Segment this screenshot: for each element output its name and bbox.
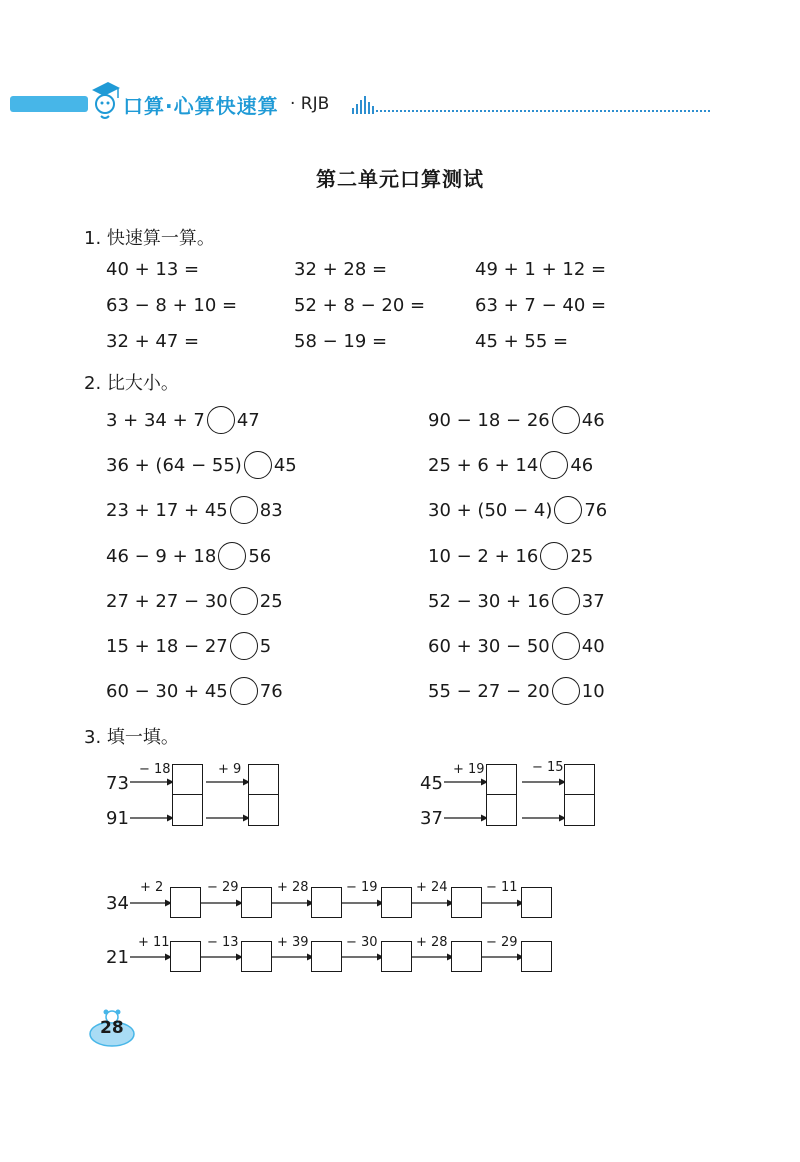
arrow-icon bbox=[130, 812, 174, 822]
chain-1-op-6: − 11 bbox=[486, 880, 518, 895]
header-edition: · RJB bbox=[290, 94, 330, 114]
compare-expr: 15 + 18 − 27 bbox=[106, 635, 228, 657]
compare-expr: 27 + 27 − 30 bbox=[106, 590, 228, 612]
compare-right-4 bbox=[428, 541, 593, 571]
answer-box[interactable] bbox=[564, 764, 595, 796]
compare-value: 25 bbox=[570, 545, 594, 567]
compare-circle[interactable] bbox=[218, 542, 246, 570]
problem-1: 40 + 13 = bbox=[106, 259, 200, 280]
arrow-icon bbox=[522, 776, 566, 786]
arrow-icon bbox=[201, 951, 243, 961]
arrow-icon bbox=[130, 951, 172, 961]
answer-box[interactable] bbox=[381, 941, 412, 972]
answer-box[interactable] bbox=[311, 887, 342, 918]
compare-expr: 23 + 17 + 45 bbox=[106, 499, 228, 521]
chain-1-op-4: − 19 bbox=[346, 880, 378, 895]
grid-a-op-1: − 18 bbox=[139, 762, 171, 777]
arrow-icon bbox=[206, 812, 250, 822]
compare-left-2 bbox=[106, 450, 297, 480]
chain-1-op-2: − 29 bbox=[207, 880, 239, 895]
compare-value: 25 bbox=[259, 590, 283, 612]
problem-2: 32 + 28 = bbox=[294, 259, 388, 280]
mascot-logo-icon bbox=[88, 80, 122, 120]
page-title: 第二单元口算测试 bbox=[316, 167, 484, 191]
compare-left-1 bbox=[106, 405, 260, 435]
compare-value: 40 bbox=[581, 635, 605, 657]
chain-2-op-3: + 39 bbox=[277, 935, 309, 950]
compare-value: 83 bbox=[259, 499, 283, 521]
compare-value: 37 bbox=[581, 590, 605, 612]
arrow-icon bbox=[272, 951, 314, 961]
problem-3: 49 + 1 + 12 = bbox=[475, 259, 607, 280]
compare-expr: 25 + 6 + 14 bbox=[428, 454, 539, 476]
compare-value: 47 bbox=[236, 409, 260, 431]
compare-expr: 36 + (64 − 55) bbox=[106, 454, 242, 476]
answer-box[interactable] bbox=[521, 941, 552, 972]
compare-left-4 bbox=[106, 541, 271, 571]
arrow-icon bbox=[444, 812, 488, 822]
compare-right-7 bbox=[428, 676, 605, 706]
compare-value: 10 bbox=[581, 680, 605, 702]
arrow-icon bbox=[342, 897, 384, 907]
arrow-icon bbox=[342, 951, 384, 961]
compare-expr: 55 − 27 − 20 bbox=[428, 680, 550, 702]
compare-circle[interactable] bbox=[552, 677, 580, 705]
answer-box[interactable] bbox=[241, 887, 272, 918]
chain-1-op-5: + 24 bbox=[416, 880, 448, 895]
compare-right-3 bbox=[428, 495, 607, 525]
compare-circle[interactable] bbox=[554, 496, 582, 524]
compare-expr: 90 − 18 − 26 bbox=[428, 409, 550, 431]
answer-box[interactable] bbox=[381, 887, 412, 918]
compare-circle[interactable] bbox=[540, 542, 568, 570]
problem-8: 58 − 19 = bbox=[294, 331, 388, 352]
compare-circle[interactable] bbox=[552, 406, 580, 434]
header-equalizer-icon bbox=[352, 96, 374, 114]
header-dotted-line bbox=[372, 110, 710, 112]
compare-left-7 bbox=[106, 676, 283, 706]
compare-expr: 46 − 9 + 18 bbox=[106, 545, 217, 567]
arrow-icon bbox=[482, 897, 524, 907]
grid-b-start-1: 45 bbox=[420, 773, 443, 794]
answer-box[interactable] bbox=[564, 794, 595, 826]
chain-1-op-1: + 2 bbox=[140, 880, 164, 895]
grid-b-start-2: 37 bbox=[420, 808, 443, 829]
answer-box[interactable] bbox=[486, 794, 517, 826]
arrow-icon bbox=[412, 951, 454, 961]
arrow-icon bbox=[201, 897, 243, 907]
answer-box[interactable] bbox=[248, 764, 279, 796]
answer-box[interactable] bbox=[248, 794, 279, 826]
compare-value: 46 bbox=[581, 409, 605, 431]
compare-circle[interactable] bbox=[207, 406, 235, 434]
answer-box[interactable] bbox=[241, 941, 272, 972]
chain-1-start: 34 bbox=[106, 893, 129, 914]
answer-box[interactable] bbox=[170, 941, 201, 972]
compare-circle[interactable] bbox=[230, 632, 258, 660]
compare-value: 76 bbox=[259, 680, 283, 702]
problem-6: 63 + 7 − 40 = bbox=[475, 295, 607, 316]
answer-box[interactable] bbox=[486, 764, 517, 796]
compare-left-5 bbox=[106, 586, 283, 616]
compare-right-2 bbox=[428, 450, 593, 480]
compare-circle[interactable] bbox=[552, 632, 580, 660]
compare-expr: 10 − 2 + 16 bbox=[428, 545, 539, 567]
compare-value: 56 bbox=[248, 545, 272, 567]
arrow-icon bbox=[206, 776, 250, 786]
chain-2-op-4: − 30 bbox=[346, 935, 378, 950]
section-1-title: 1. 快速算一算。 bbox=[84, 228, 215, 249]
arrow-icon bbox=[444, 776, 488, 786]
arrow-icon bbox=[130, 776, 174, 786]
compare-left-3 bbox=[106, 495, 283, 525]
answer-box[interactable] bbox=[311, 941, 342, 972]
chain-2-op-6: − 29 bbox=[486, 935, 518, 950]
problem-4: 63 − 8 + 10 = bbox=[106, 295, 238, 316]
chain-2-op-5: + 28 bbox=[416, 935, 448, 950]
answer-box[interactable] bbox=[172, 794, 203, 826]
problem-7: 32 + 47 = bbox=[106, 331, 200, 352]
grid-a-start-2: 91 bbox=[106, 808, 129, 829]
arrow-icon bbox=[272, 897, 314, 907]
compare-right-1 bbox=[428, 405, 605, 435]
answer-box[interactable] bbox=[170, 887, 201, 918]
compare-value: 5 bbox=[259, 635, 272, 657]
answer-box[interactable] bbox=[521, 887, 552, 918]
problem-5: 52 + 8 − 20 = bbox=[294, 295, 426, 316]
compare-circle[interactable] bbox=[244, 451, 272, 479]
chain-1-op-3: + 28 bbox=[277, 880, 309, 895]
arrow-icon bbox=[130, 897, 172, 907]
compare-circle[interactable] bbox=[552, 587, 580, 615]
compare-circle[interactable] bbox=[230, 496, 258, 524]
arrow-icon bbox=[412, 897, 454, 907]
compare-circle[interactable] bbox=[540, 451, 568, 479]
compare-left-6 bbox=[106, 631, 271, 661]
grid-b-op-2: − 15 bbox=[532, 760, 564, 775]
chain-2-start: 21 bbox=[106, 947, 129, 968]
problem-9: 45 + 55 = bbox=[475, 331, 569, 352]
compare-circle[interactable] bbox=[230, 677, 258, 705]
chain-2-op-1: + 11 bbox=[138, 935, 170, 950]
compare-expr: 60 + 30 − 50 bbox=[428, 635, 550, 657]
chain-2-op-2: − 13 bbox=[207, 935, 239, 950]
arrow-icon bbox=[482, 951, 524, 961]
answer-box[interactable] bbox=[172, 764, 203, 796]
grid-b-op-1: + 19 bbox=[453, 762, 485, 777]
compare-value: 46 bbox=[570, 454, 594, 476]
compare-value: 76 bbox=[584, 499, 608, 521]
compare-right-6 bbox=[428, 631, 605, 661]
compare-expr: 30 + (50 − 4) bbox=[428, 499, 553, 521]
grid-a-start-1: 73 bbox=[106, 773, 129, 794]
page-number: 28 bbox=[100, 1018, 124, 1038]
compare-expr: 60 − 30 + 45 bbox=[106, 680, 228, 702]
answer-box[interactable] bbox=[451, 887, 482, 918]
compare-value: 45 bbox=[273, 454, 297, 476]
compare-circle[interactable] bbox=[230, 587, 258, 615]
section-2-title: 2. 比大小。 bbox=[84, 373, 179, 394]
compare-right-5 bbox=[428, 586, 605, 616]
compare-expr: 3 + 34 + 7 bbox=[106, 409, 205, 431]
arrow-icon bbox=[522, 812, 566, 822]
grid-a-op-2: + 9 bbox=[218, 762, 242, 777]
section-3-title: 3. 填一填。 bbox=[84, 727, 179, 748]
header-title: 口算·心算快速算 bbox=[123, 94, 279, 118]
answer-box[interactable] bbox=[451, 941, 482, 972]
compare-expr: 52 − 30 + 16 bbox=[428, 590, 550, 612]
header-bar bbox=[10, 96, 88, 112]
